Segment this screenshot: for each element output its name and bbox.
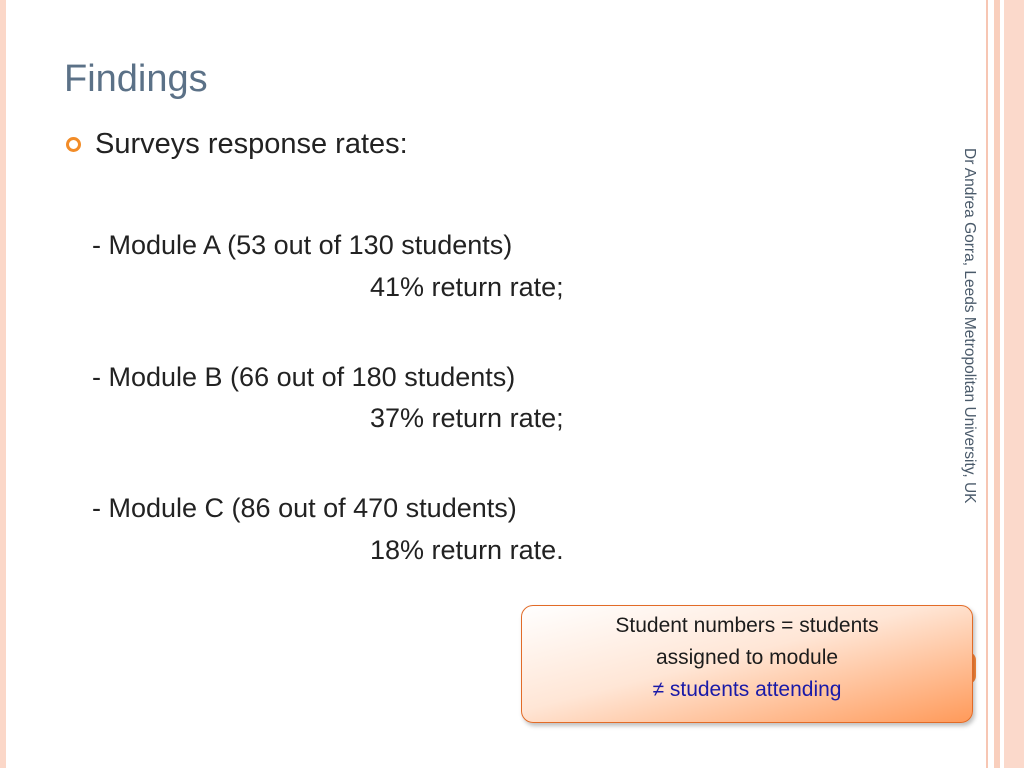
note-callout	[521, 605, 973, 723]
author-credit-vertical: Dr Andrea Gorra, Leeds Metropolitan University, UK	[961, 148, 978, 504]
module-a-rate: 41% return rate;	[370, 272, 564, 302]
note-line-2: assigned to module	[655, 646, 839, 669]
bullet-text: Surveys response rates:	[95, 128, 408, 160]
bullet-item	[66, 128, 408, 161]
slide-title: Findings	[64, 58, 208, 100]
note-line-1: Student numbers = students	[615, 614, 879, 637]
module-a-line: - Module A (53 out of 130 students)	[92, 230, 513, 260]
module-b-rate: 37% return rate;	[370, 403, 564, 433]
module-c-rate: 18% return rate.	[370, 535, 564, 565]
ring-bullet-icon	[66, 137, 81, 152]
left-frame-strip	[0, 0, 6, 768]
module-b-line: - Module B (66 out of 180 students)	[92, 362, 516, 392]
note-line-3: ≠ students attending	[652, 678, 842, 701]
right-frame-stripes	[978, 0, 1024, 768]
module-c-line: - Module C (86 out of 470 students)	[92, 493, 517, 523]
